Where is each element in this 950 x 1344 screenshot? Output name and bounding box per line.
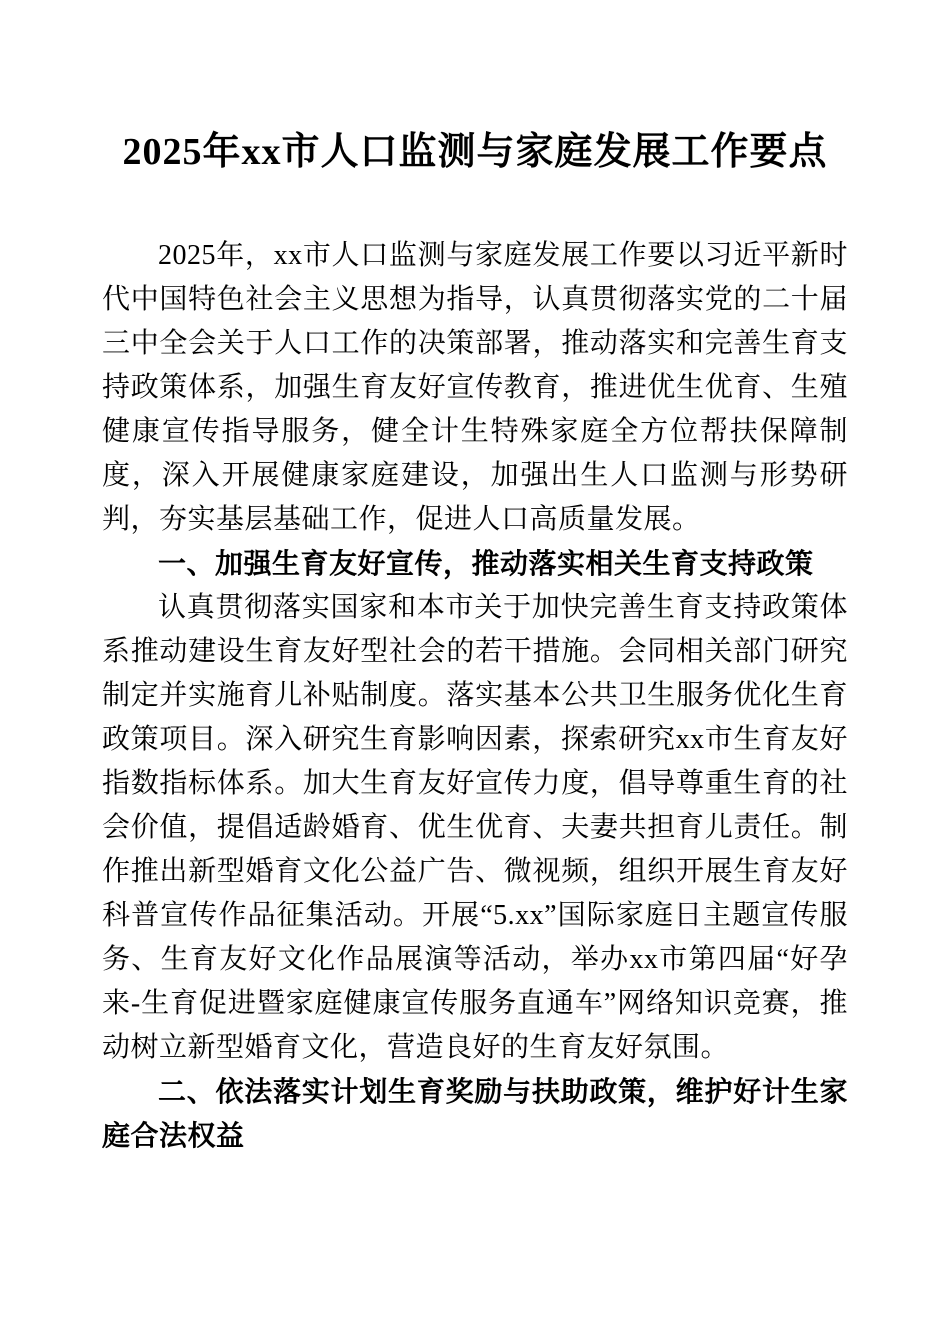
- document-body: [102, 234, 848, 1158]
- paragraph-intro: 2025年，xx市人口监测与家庭发展工作要以习近平新时代中国特色社会主义思想为指导，认真贯彻落实党的二十届三中全会关于人口工作的决策部署，推动落实和完善生育支持政策体系，加强生育友好宣传教育，推进优生优育、生殖健康宣传指导服务，健全计生特殊家庭全方位帮扶保障制度，深入开展健康家庭建设，加强出生人口监测与形势研判，夯实基层基础工作，促进人口高质量发展。: [102, 240, 848, 535]
- section-heading-2: 二、依法落实计划生育奖励与扶助政策，维护好计生家庭合法权益: [102, 1076, 848, 1151]
- section-heading-1: 一、加强生育友好宣传，推动落实相关生育支持政策: [158, 548, 814, 579]
- document-title: 2025年xx市人口监测与家庭发展工作要点: [122, 131, 828, 173]
- paragraph-section-1: 认真贯彻落实国家和本市关于加快完善生育支持政策体系推动建设生育友好型社会的若干措施。会同相关部门研究制定并实施育儿补贴制度。落实基本公共卫生服务优化生育政策项目。深入研究生育影响因素，探索研究xx市生育友好指数指标体系。加大生育友好宣传力度，倡导尊重生育的社会价值，提倡适龄婚育、优生优育、夫妻共担育儿责任。制作推出新型婚育文化公益广告、微视频，组织开展生育友好科普宣传作品征集活动。开展“5.xx”国际家庭日主题宣传服务、生育友好文化作品展演等活动，举办xx市第四届“好孕来-生育促进暨家庭健康宣传服务直通车”网络知识竞赛，推动树立新型婚育文化，营造良好的生育友好氛围。: [102, 592, 848, 1063]
